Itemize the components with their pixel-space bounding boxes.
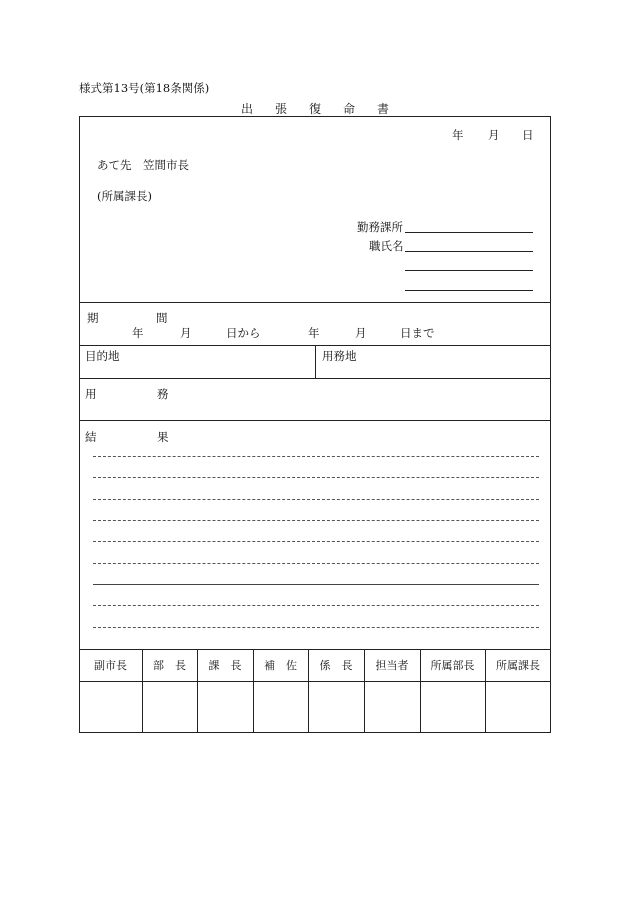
result-writing-line[interactable] [93, 477, 539, 478]
stamp-cell[interactable] [254, 682, 307, 732]
name-field-line-3[interactable] [405, 290, 533, 291]
result-writing-line[interactable] [93, 584, 539, 585]
destination-label: 目的地 [85, 349, 120, 363]
form-number: 様式第13号(第18条関係) [79, 81, 210, 95]
result-writing-line[interactable] [93, 627, 539, 628]
stamp-cell[interactable] [365, 682, 419, 732]
stamp-header-vice-mayor: 副市長 [94, 659, 127, 672]
period-label-second: 間 [156, 311, 168, 325]
title-char: 命 [343, 102, 356, 116]
document-title [0, 100, 630, 117]
result-writing-line[interactable] [93, 563, 539, 564]
name-field-line-2[interactable] [405, 270, 533, 271]
divider [79, 302, 551, 303]
period-from-day: 日から [226, 326, 261, 340]
business-label-second: 務 [157, 387, 169, 401]
result-writing-line[interactable] [93, 605, 539, 606]
stamp-cell[interactable] [198, 682, 252, 732]
result-label-second: 果 [157, 430, 169, 444]
stamp-header-section-chief: 課 長 [208, 659, 242, 672]
business-place-label: 用務地 [322, 349, 357, 363]
result-writing-line[interactable] [93, 499, 539, 500]
divider [79, 420, 551, 421]
office-label: 勤務課所 [357, 220, 403, 234]
result-writing-line[interactable] [93, 456, 539, 457]
office-field[interactable] [405, 232, 533, 233]
name-label: 職氏名 [369, 239, 404, 253]
date-month-label: 月 [488, 128, 500, 142]
result-writing-line[interactable] [93, 541, 539, 542]
addressee: あて先 笠間市長 [97, 158, 189, 172]
business-label-first: 用 [85, 387, 97, 401]
via-section-chief: (所属課長) [97, 189, 152, 203]
stamp-header-subsection-chief: 係 長 [319, 659, 353, 672]
stamp-cell[interactable] [80, 682, 141, 732]
stamp-cell[interactable] [143, 682, 196, 732]
period-to-day: 日まで [400, 326, 435, 340]
destination-divider [315, 345, 316, 378]
stamp-header-dept-section-chief: 所属課長 [496, 659, 540, 672]
date-day-label: 日 [522, 128, 534, 142]
name-field[interactable] [405, 251, 533, 252]
title-char: 復 [308, 102, 321, 116]
period-from-month: 月 [180, 326, 192, 340]
title-char: 書 [377, 102, 390, 116]
report-form-frame [79, 116, 551, 733]
stamp-header-person-in-charge: 担当者 [375, 659, 409, 672]
period-to-year: 年 [308, 326, 320, 340]
date-year-label: 年 [452, 128, 464, 142]
divider [79, 378, 551, 379]
period-label-first: 期 [87, 311, 99, 325]
stamp-header-assistant: 補 佐 [264, 659, 297, 672]
title-char: 出 [240, 102, 253, 116]
period-from-year: 年 [132, 326, 144, 340]
stamp-cell[interactable] [309, 682, 363, 732]
stamp-header-dept-director: 所属部長 [430, 659, 475, 672]
stamp-cell[interactable] [486, 682, 550, 732]
result-label-first: 結 [85, 430, 97, 444]
stamp-cell[interactable] [421, 682, 484, 732]
result-writing-line[interactable] [93, 520, 539, 521]
stamp-header-director: 部 長 [153, 659, 186, 672]
title-char: 張 [274, 102, 287, 116]
period-to-month: 月 [355, 326, 367, 340]
